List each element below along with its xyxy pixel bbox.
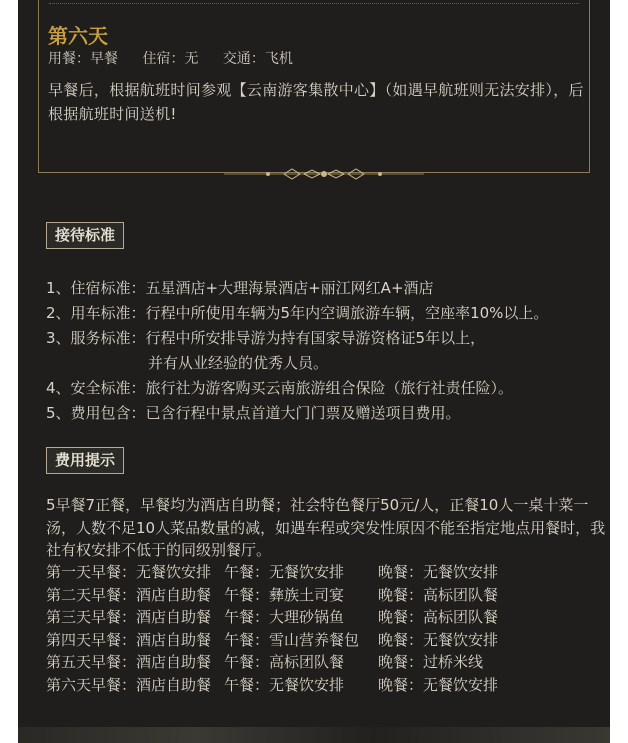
list-item xyxy=(46,351,606,376)
lunch-cell: 午餐：彝族土司宴 xyxy=(224,585,345,604)
meal-row xyxy=(46,651,606,674)
lodging-info: 住宿：无 xyxy=(142,51,199,67)
list-item: 1、住宿标准：五星酒店+大理海景酒店+丽江网红A+酒店 xyxy=(46,279,434,297)
fees-description: 5早餐7正餐，早餐均为酒店自助餐；社会特色餐厅50元/人，正餐10人一桌十菜一汤，人数不足10人菜品数量的减，如遇车程或突发性原因不能至指定地点用餐时，我社有权安排不低于的同级别餐厅。 xyxy=(46,496,606,559)
transport-info: 交通：飞机 xyxy=(222,51,293,67)
lunch-cell: 午餐：大理砂锅鱼 xyxy=(224,608,345,626)
lunch-cell: 午餐：无餐饮安排 xyxy=(224,563,345,581)
breakfast-cell: 第一天早餐：无餐饮安排 xyxy=(46,563,212,581)
day-description: 早餐后，根据航班时间参观【云南游客集散中心】（如遇早航班则无法安排），后根据航班时间送机! xyxy=(48,81,584,123)
list-item: 4、安全标准：旅行社为游客购买云南旅游组合保险（旅行社责任险）。 xyxy=(46,379,514,397)
breakfast-cell: 第五天早餐：酒店自助餐 xyxy=(46,653,212,671)
dinner-cell: 晚餐：无餐饮安排 xyxy=(378,563,499,581)
breakfast-cell: 第六天早餐：酒店自助餐 xyxy=(46,675,212,694)
day-meta xyxy=(48,48,313,68)
meals-info: 用餐：早餐 xyxy=(48,51,118,67)
list-item: 3、服务标准：行程中所安排导游为持有国家导游资格证5年以上， xyxy=(46,329,486,347)
meal-schedule xyxy=(46,561,606,696)
meal-row xyxy=(46,674,606,697)
standards-list xyxy=(46,276,606,426)
breakfast-cell: 第二天早餐：酒店自助餐 xyxy=(46,585,212,604)
list-item: 2、用车标准：行程中所使用车辆为5年内空调旅游车辆，空座率10%以上。 xyxy=(46,304,549,322)
meal-row xyxy=(46,561,606,584)
dinner-cell: 晚餐：无餐饮安排 xyxy=(378,630,499,649)
decorative-strip xyxy=(18,727,610,743)
lunch-cell: 午餐：无餐饮安排 xyxy=(224,675,345,694)
lunch-cell: 午餐：雪山营养餐包 xyxy=(224,630,360,649)
standards-label: 接待标准 xyxy=(46,222,124,249)
fees-label: 费用提示 xyxy=(46,447,124,474)
itinerary-panel xyxy=(18,0,610,727)
breakfast-cell: 第四天早餐：酒店自助餐 xyxy=(46,630,212,649)
dotted-divider xyxy=(49,3,579,4)
breakfast-cell: 第三天早餐：酒店自助餐 xyxy=(46,608,212,626)
dinner-cell: 晚餐：高标团队餐 xyxy=(378,608,499,626)
day-title: 第六天 xyxy=(48,24,108,48)
dinner-cell: 晚餐：无餐饮安排 xyxy=(378,675,499,694)
dinner-cell: 晚餐：高标团队餐 xyxy=(378,585,499,604)
ornament-divider-icon xyxy=(224,166,424,182)
list-item: 5、费用包含：已含行程中景点首道大门门票及赠送项目费用。 xyxy=(46,404,461,422)
lunch-cell: 午餐：高标团队餐 xyxy=(224,653,345,671)
meal-row xyxy=(46,606,606,629)
dinner-cell: 晚餐：过桥米线 xyxy=(378,653,484,671)
meal-row xyxy=(46,629,606,652)
list-item-continuation: 并有从业经验的优秀人员。 xyxy=(148,354,329,372)
meal-row xyxy=(46,584,606,607)
